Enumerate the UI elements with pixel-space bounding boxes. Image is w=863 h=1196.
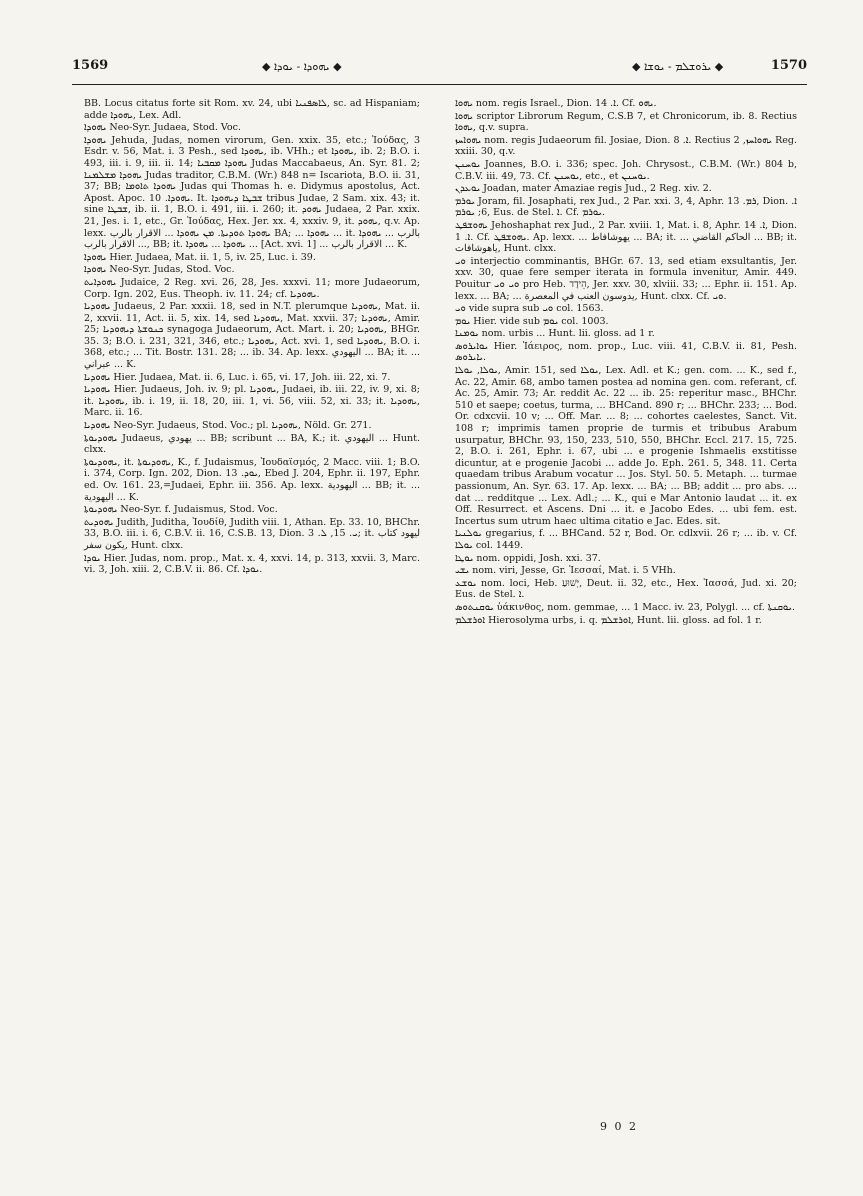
entry: ܝܗܘܫܦܛ Jehoshaphat rex Jud., 2 Par. xviii. 1, Mat. i. 8, Aphr. ܐ. 14, Dion. ܐ. 1. Cf. ܝܗܘܫܦܛ. Ap. lexx. ... يهوشافاط ... BA; it. ... الحاكم القاضي ... BB; it. ياهوشافات, Hunt. clxx. (455, 219, 797, 255)
entry: ܝܘܚܢܢ Joannes, B.O. i. 336; spec. Joh. Chrysost., C.B.M. (Wr.) 804 b, C.B.V. iii. 49, 73. Cf. ܝܘܚܢܢ, etc., et ܝܘܚܢܢ. (455, 158, 797, 182)
entry: ܝܗܘܕܝܘܬܐ Judaeus, يهودي ... BB; scribunt ... BA, K.; it. اليهودي ... Hunt. clxx. (84, 432, 420, 456)
entry: ܝܘܕܐ Hier. Judas, nom. prop., Mat. x. 4, xxvi. 14, p. 313, xxvii. 3, Marc. vi. 3, Joh. xiii. 2, C.B.V. ii. 86. Cf. ܝܘܕܐ. (84, 552, 420, 576)
entry: ܝܘܫܥ nom. loci, Heb. יְשׁוּעַ, Deut. ii. 32, etc., Hex. Ἰασσά, Jud. xi. 20; Eus. de Stel. ܐ. (455, 577, 798, 601)
entry: ܝܗܘܕܝܐ Judaeus, 2 Par. xxxii. 18, sed in N.T. plerumque ܝܗܘܕܝܐ, Mat. ii. 2, xxvii. 11, Act. ii. 5, xix. 14, sed ܝܗܘܕܝܐ, Mat. xxvii. 37; ܝܗܘܕܝܐ, Amir. 25; ܟܢܘܫܬܐ ܕܝܗܘܕܝܐ synagoga Judaeorum, Act. Mart. i. 20; ܝܗܘܕܝܐ, BHGr. 35. 3; B.O. i. 231, 321, 346, etc.; ܝܗܘܕܝܐ, Act. xvi. 1, sed ܝܗܘܕܝܐ, B.O. i. 368, etc.; ... Tit. Bostr. 131. 28; ... ib. 34. Ap. lexx. اليهودي ... BA; it. ... عبراني ... K. (84, 301, 421, 371)
left-page-number: 1569 (72, 58, 109, 73)
entry: ܘܝ vide supra sub ܘܝ col. 1563. (455, 303, 604, 315)
signature-mark: 9 0 2 (600, 1120, 638, 1133)
page-header (72, 58, 807, 82)
entry: ܝܗܘܕܐ Neo-Syr. Judaea, Stod. Voc. (84, 122, 241, 134)
left-column (84, 98, 420, 577)
entry: ܝܗܘܐܚܙ nom. regis Judaeorum fil. Josiae, Dion. ܐ. 8. Rectius ܝܗܘܐܚܙ, 2 Reg. xxiii. 30, q.v. (455, 134, 797, 158)
entry: ܝܘܪܡ Joram, fil. Josaphati, rex Jud., 2 Par. xxi. 3, 4, Aphr. ܪܡ. 13, Dion. ܐ. 6; ܝܘܪܡ, Eus. de Stel. ܐ. Cf. ܝܘܪܡ. (455, 195, 797, 219)
entry: ܝܗܘܕܝܐ Neo-Syr. Judaeus, Stod. Voc.; pl. ܝܗܘܕܝܐ, Nöld. Gr. 271. (84, 420, 372, 432)
entry: ܝܗܘܕܝܐ Hier. Judaea, Mat. ii. 6, Luc. i. 65, vi. 17, Joh. iii. 22, xi. 7. (84, 371, 391, 383)
entry: ܝܗܘܕܝܐ Hier. Judaeus, Joh. iv. 9; pl. ܝܗܘܕܝܐ, Judaei, ib. iii. 22, iv. 9, xi. 8; it. ܝܗܘܕܝܐ, ib. i. 19, ii. 18, 20, iii. 1, vi. 56, viii. 52, xi. 33; it. ܝܗܘܕܝܐ, Marc. ii. 16. (84, 384, 420, 419)
entry: ܝܗܘܕܐ Jehuda, Judas, nomen virorum, Gen. xxix. 35, etc.; Ἰούδας, 3 Esdr. v. 56, Mat. i. 3 Pesh., sed ܝܗܘܕܐ, ib. VHh.; et ܝܗܘܕܐ, ib. 2; B.O. i. 493, iii. i. 9, iii. ii. 14; ܝܗܘܕܐ ܡܩܒܝܐ Judas Maccabaeus, An. Syr. 81. 2; ܝܗܘܕܐ ܡܫܠܡܢܐ Judas traditor, C.B.M. (Wr.) 848 n= Iscariota, B.O. ii. 31, 37; BB; ܝܗܘܕܐ ܬܐܘܡܐ Judas qui Thomas h. e. Didymus apostolus, Act. Apost. Apoc. ܝܗܘܕܐ. 10. It. ܫܒܛܐ ܕܝܗܘܕܐ tribus Judae, 2 Sam. xix. 43; it. sine ܫܒܛܐ, ib. ii. 1, B.O. i. 491, iii. i. 260; it. ܝܗܘܕ Judaea, 2 Par. xxix. 21, Jes. i. 1, etc., Gr. Ἰούδας, Hex. Jer. xx. 4, xxxiv. 9, it. ܝܗܘܕ, q.v. Ap. lexx. ܝܗܘܕܐ ܬܘܕܝܬܐ. ܡܢ ܝܗܘܕܐ ... الاقرار بالرب BA; ... ܝܗܘܕܐ ... it. بالرب ... ܝܗܘܕܐ ... الاقرار بالرب, BB; it. ܝܗܘܕܐ ... ܝܗܘܕܐ ... [Act. xvi. 1] ... الاقرار بالرب ... K. (84, 134, 421, 251)
entry: ܝܗܘܕܝܬ Judith, Juditha, Ἰουδίθ, Judith viii. 1, Athan. Ep. 33. 10, BHChr. 33, B.O. iii. i. 6, C.B.V. ii. 16, C.S.B. 13, Dion. ܝ. 15, ܠ. 3; it. ليهود كتاب يكون سفر, Hunt. clxx. (84, 516, 420, 551)
left-running-head: ◆ ܝܗܘܕܐ - ܝܘܕܐ ◆ (262, 60, 342, 73)
entry: ܝܗܘܕܝܘܬܐ Neo-Syr. f. Judaismus, Stod. Voc. (84, 504, 278, 516)
entry: ܝܘܠܐ, ܝܘܠܐ, Amir. 151, sed ܝܘܠܐ, Lex. Adl. et K.; gen. com. ... K., sed f., Ac. 22, Amir. 68, ambo tamen postea ad nomina gen. com. referant, cf. Ac. 25, Amir. 73; Ar. reddit Ac. 22 ... ib. 25: reperitur masc., BHChr. 510 et saepe; coetus, turma, ... BHCand. 890 r; ... BHChr. 233; ... Bod. Or. cdxcvii. 10 v; ... Off. Mar. ... 8; ... cohortes caelestes, Sanct. Vit. 108 r; imprimis tamen proprie de turmis et tribubus Arabum usurpatur, BHChr. 93, 150, 233, 510, 550, BHChr. Eccl. 217. 15, 725. 2, B.O. i. 261, Ephr. i. 67, ubi ... e progenie Ishmaelis exstitisse dicuntur, at e progenie Jacobi ... adde Jo. Eph. 261. 5, 348. 11. Certa quaedam tribus Arabum vocatur ... Jos. Styl. 50. 5. Metaph. ... turmae passionum, An. Syr. 63. 17. Ap. lexx. ... BA; ... BB; addit ... pro abs. ... dat ... redditque ... Lex. Adl.; ... K., qui e Mar Antonio laudat ... it. ex Off. Resurrect. et Ascens. Dni ... it. e Jacobo Edes. ... ubi fem. est. Incertus sum utrum haec ultima citatio e Jac. Edes. sit. (455, 365, 798, 527)
entry: ܝܗܘܕܐ Hier. Judaea, Mat. ii. 1, 5, iv. 25, Luc. i. 39. (84, 251, 316, 263)
entry: ܝܘܠܢܝܐ gregarius, f. ... BHCand. 52 r, Bod. Or. cdlxvii. 26 r; ... ib. v. Cf. ܝܘܠܐ col. 1449. (455, 528, 797, 551)
entry: ܝܗܘܕܝܘܬܐ, it. ܝܗܘܕܝܘܬܐ, K., f. Judaismus, Ἰουδαϊσμός, 2 Macc. viii. 1; B.O. i. 374, Corp. Ign. 202, Dion. ܝܘܕ. 13, Ebed J. 204, Ephr. ii. 197, Ephr. ed. Ov. 161. 23,=Judaei, Ephr. iii. 356. Ap. lexx. اليهودية ... BB; it. ... اليهودية ... K. (84, 456, 421, 503)
entry: ܝܘܩܢܬܘܣ ὑάκινθος, nom. gemmae, ... 1 Macc. iv. 23, Polygl. ... cf. ܝܘܩܢܬܐ. (455, 601, 795, 613)
entry: ܝܗܘܕܐ Neo-Syr. Judas, Stod. Voc. (84, 264, 235, 276)
entry: ܝܫܝ nom. viri, Jesse, Gr. Ἰεσσαί, Mat. i. 5 VHh. (455, 565, 676, 577)
entry: ܝܘܡܢܐ nom. urbis ... Hunt. lii. gloss. ad 1 r. (455, 328, 655, 340)
right-page-number: 1570 (770, 58, 807, 73)
entry: ܝܗܘܕܐܝܬ Judaice, 2 Reg. xvi. 26, 28, Jes. xxxvi. 11; more Judaeorum, Corp. Ign. 202, Eus. Theoph. iv. 11. 24; cf. ܝܗܘܕܝܐ. (84, 276, 420, 300)
entry: BB. Locus citatus forte sit Rom. xv. 24, ubi ܠܐܣܦܢܝܐ, sc. ad Hispaniam; adde ܝܗܘܕܐ, Lex. Adl. (84, 98, 421, 121)
entry: ܘܝ interjectio comminantis, BHGr. 67. 13, sed etiam exsultantis, Jer. xxv. 30, quae fere semper iterata in formula invenitur, Amir. 449. Pouitur ܘܝ ܘܝ pro Heb. הֵידָד, Jer. xxv. 30, xlviii. 33; ... Ephr. ii. 151. Ap. lexx. ... BA; ... يدوسون العنب في المعصرة, Hunt. clxx. Cf. ܘܝ. (455, 255, 797, 302)
entry: ܝܘܡ Hier. vide sub ܝܘܡ col. 1003. (455, 315, 609, 327)
entry: ܝܘܛܐ nom. oppidi, Josh. xxi. 37. (455, 552, 601, 564)
header-rule (72, 84, 807, 85)
entry: ܝܘܥܕܢ Joadan, mater Amaziae regis Jud., 2 Reg. xiv. 2. (455, 183, 712, 195)
entry: ܝܗܘܐ nom. regis Israel., Dion. ܐ. 14. Cf. ܝܗܘ. (455, 98, 657, 109)
entry: ܝܗܘܐ scriptor Librorum Regum, C.S.B 7, et Chronicorum, ib. 8. Rectius ܝܗܘܐ, q.v. supra. (455, 110, 797, 134)
entry: ܝܘܐܝܪܘܣ Hier. Ἰάειρος, nom. prop., Luc. viii. 41, C.B.V. ii. 81, Pesh. ܝܐܝܪܘܣ. (455, 340, 797, 364)
entry: ܐܘܪܫܠܡ Hierosolyma urbs, i. q. ܐܘܪܫܠܡ, Hunt. lii. gloss. ad fol. 1 r. (455, 614, 762, 626)
right-column (455, 98, 797, 627)
right-running-head: ◆ ܝܪܘܫܠܡ - ܝܘܫܐ ◆ (632, 60, 724, 73)
